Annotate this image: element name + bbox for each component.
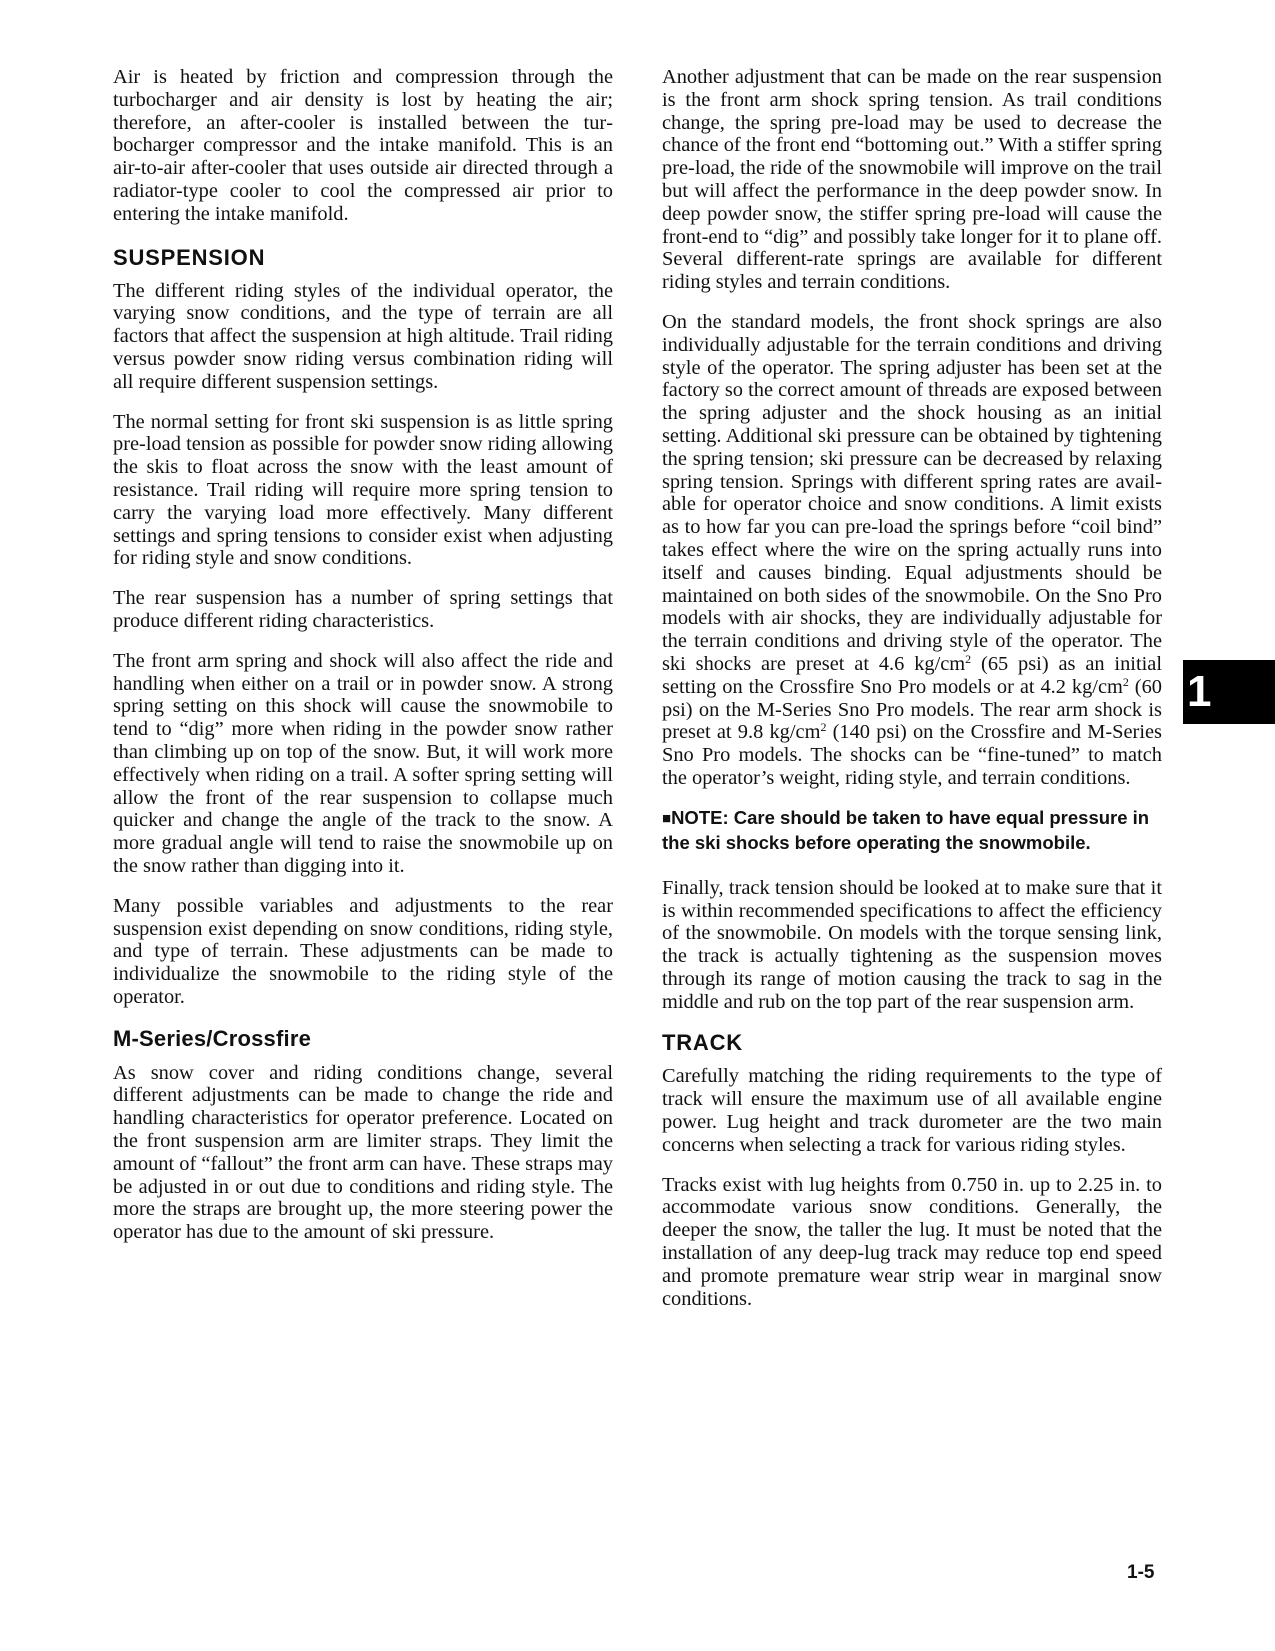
mseries-heading: M-Series/Crossfire	[113, 1025, 312, 1051]
superscript-squared: 2	[1122, 674, 1129, 689]
intro-paragraph: Air is heated by friction and compression through the turbocharger and air density is lost by heating the air; therefore, an after-cooler is installed between the turbocharger compressor and the intake manifold. This is an air-to-air after-cooler that uses outside air directed through a radiator-type cooler to cool the compressed air prior to entering the intake manifold.	[113, 66, 613, 225]
suspension-paragraph-5: Many possible variables and adjustments to the rear suspension exist depending on snow conditions, riding style, and type of terrain. These adjustments can be made to individualize the snowmobile to the riding style of the operator.	[113, 894, 613, 1008]
right-column	[662, 66, 1162, 1310]
track-paragraph-1: Carefully matching the riding requirements to the type of track will ensure the maximum use of all available engine power. Lug height and track durometer are the two main concerns when selecting a track for various riding styles.	[662, 1065, 1162, 1156]
note-text: NOTE: Care should be taken to have equal pressure in the ski shocks before operating the snowmobile.	[662, 806, 1150, 854]
track-tension-paragraph: Finally, track tension should be looked at to make sure that it is within recommended specifications to affect the efficiency of the snowmobile. On models with the torque sensing link, the track is actually tightening as the suspension moves through its range of motion causing the track to sag in the middle and rub on the top part of the rear suspension arm.	[662, 876, 1162, 1013]
suspension-paragraph-1: The different riding styles of the individual operator, the varying snow conditions, and the type of terrain are all factors that affect the suspension at high altitude. Trail riding versus powder snow riding versus combination riding will all require different suspension settings.	[113, 279, 613, 393]
springs-text-c: (60 psi) on the M-Series Sno Pro models. The rear arm shock is preset at 9.8 kg/cm	[662, 675, 1162, 744]
page-number: 1-5	[1127, 1562, 1155, 1583]
suspension-paragraph-3: The rear suspension has a number of spring settings that produce different riding characteristics.	[113, 587, 613, 632]
superscript-squared: 2	[965, 651, 972, 666]
mseries-paragraph: As snow cover and riding conditions change, several different adjustments can be made to change the ride and handling characteristics for operator preference. Located on the front suspension arm are limiter straps. They limit the amount of “fallout” the front arm can have. These straps may be adjusted in or out due to conditions and riding style. The more the straps are brought up, the more steering power the operator has due to the amount of ski pressure.	[113, 1061, 613, 1244]
track-paragraph-2: Tracks exist with lug heights from 0.750 in. up to 2.25 in. to accommodate various snow conditions. Generally, the deeper the snow, the taller the lug. It must be noted that the installation of any deep-lug track may reduce top end speed and promote premature wear strip wear in marginal snow conditions.	[662, 1173, 1162, 1310]
springs-text-d: (140 psi) on the Crossfire and M-Series Sno Pro models. The shocks can be “fine-tuned” to match the operator’s weight, riding style, and terrain conditions.	[662, 721, 1162, 789]
suspension-paragraph-4: The front arm spring and shock will also affect the ride and handling when either on a trail or in powder snow. A strong spring setting on this shock will cause the snowmobile to tend to “dig” more when riding in the powder snow rather than climbing up on top of the snow. But, it will work more effectively when riding on a trail. A softer spring setting will allow the front of the rear suspension to collapse much quicker and change the angle of the track to the snow. A more gradual angle will tend to raise the snowmobile up on the snow rather than digging into it.	[113, 649, 613, 877]
suspension-paragraph-2: The normal setting for front ski suspension is as little spring pre-load tension as possible for powder snow riding allowing the skis to float across the snow with the least amount of resistance. Trail riding will require more spring tension to carry the varying load more effectively. Many different settings and spring tensions to consider exist when adjusting for riding style and snow conditions.	[113, 410, 613, 570]
front-shock-springs-paragraph	[662, 311, 1162, 790]
front-arm-shock-paragraph: Another adjustment that can be made on the rear suspension is the front arm shock spring tension. As trail conditions change, the spring pre-load may be used to decrease the chance of the front end “bottoming out.” With a stiffer spring pre-load, the ride of the snowmobile will improve on the trail but will affect the performance in the deep powder snow. In deep powder snow, the stiffer spring pre-load will cause the front-end to “dig” and possibly take longer for it to plane off. Several different-rate springs are available for different riding styles and terrain conditions.	[662, 66, 1163, 294]
springs-text-b: (65 psi) as an initial setting on the Crossfire Sno Pro models or at 4.2 kg/cm	[662, 652, 1163, 698]
note-block	[662, 806, 1162, 856]
springs-text-a: On the standard models, the front shock springs are also individually adjustable for the terrain conditions and driving style of the operator. The spring adjuster has been set at the factory so the correct amount of threads are exposed between the spring adjuster and the shock housing as an initial setting. Additional ski pressure can be obtained by tightening the spring tension; ski pressure can be decreased by relaxing spring tension. Springs with different spring rates are available for operator choice and snow conditions. A limit exists as to how far you can pre-load the springs before “coil bind” takes effect where the wire on the spring actually runs into itself and causes binding. Equal adjustments should be maintained on both sides of the snowmobile. On the Sno Pro models with air shocks, they are individually adjustable for the terrain conditions and driving style of the operator. The ski shocks are preset at 4.6 kg/cm	[662, 310, 1162, 675]
suspension-heading: SUSPENSION	[113, 244, 266, 270]
track-heading: TRACK	[662, 1030, 743, 1056]
section-tab: 1	[1183, 660, 1275, 724]
left-column	[113, 66, 613, 1244]
superscript-squared: 2	[820, 720, 827, 735]
note-square-icon: ■	[662, 809, 672, 827]
